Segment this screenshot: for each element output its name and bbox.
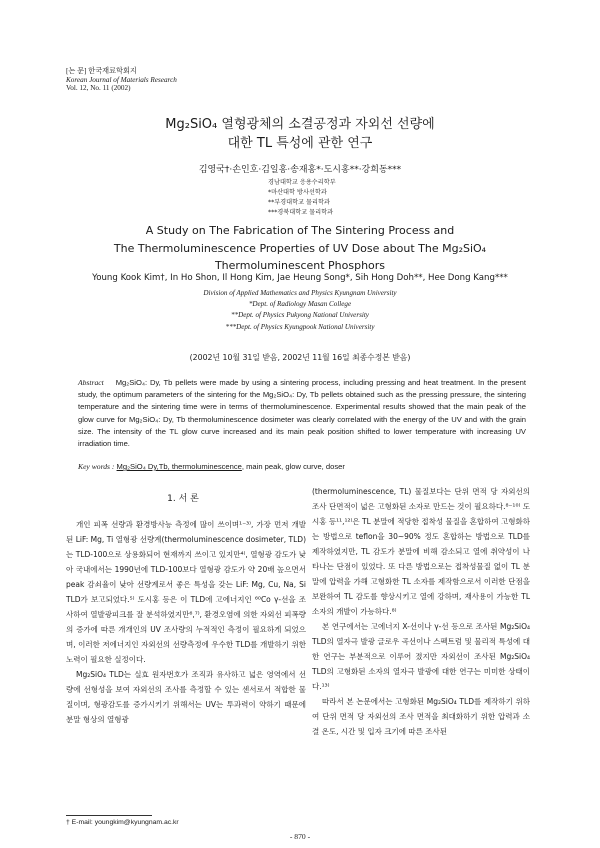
paragraph: Mg₂SiO₄ TLD는 실효 원자번호가 조직과 유사하고 넓은 영역에서 선량에 선형성을 보여 자외선의 조사를 측정할 수 있는 센서로서 적합한 물질이며, 형광감도를 증가시키기 위해서는 UV는 투과력이 약하기 때문에 분말 형상의 열형광 xyxy=(66,670,306,724)
english-affiliation: Division of Applied Mathematics and Physics Kyungnam University xyxy=(203,289,397,297)
korean-affiliation: **부경대학교 물리학과 xyxy=(268,199,330,206)
received-dates: (2002년 10월 31일 받음, 2002년 11월 16일 최종수정본 받음) xyxy=(189,353,411,362)
english-title-line2: The Thermoluminescence Properties of UV Dose about The Mg₂SiO₄ xyxy=(113,241,487,255)
korean-affiliations xyxy=(268,178,336,218)
english-title xyxy=(0,222,600,275)
journal-header xyxy=(66,67,177,93)
paragraph: 본 연구에서는 고에너지 X-선이나 γ-선 등으로 조사된 Mg₂SiO₄ TLD의 열자극 발광 글로우 곡선이나 스펙트럼 및 물리적 특성에 대한 연구는 부분적으로 이루어 졌지만 자외선이 조사된 Mg₂SiO₄ TLD의 고형화된 소자의 열자극 발광에 대한 연구는 미미한 상태이다.¹³⁾ xyxy=(312,622,530,691)
footnote-divider xyxy=(66,815,152,816)
footnote-email: † E-mail: youngkim@kyungnam.ac.kr xyxy=(66,819,179,826)
keywords-label: Key words : xyxy=(78,462,115,471)
left-column xyxy=(66,517,306,727)
english-affiliation: *Dept. of Radiology Masan College xyxy=(248,300,352,309)
korean-affiliation: ***경북대학교 물리학과 xyxy=(268,209,334,216)
journal-name: Korean Journal of Materials Research xyxy=(66,75,177,84)
keywords-rest: , main peak, glow curve, doser xyxy=(241,462,345,471)
paragraph: (thermoluminescence, TL) 물질보다는 단위 면적 당 자외선의 조사 단면적이 넓은 고형화된 소자로 만드는 것이 필요하다.⁸⁻¹⁰⁾ 도시홍 등¹¹,¹²⁾은 TL 분말에 적당한 접착성 물질을 혼합하여 고형화하는 방법으로 teflon을 30~90% 정도 혼합하는 방법으로 TLD를 제작하였지만, TL 감도가 분말에 비해 감소되고 열에 취약성이 나타나는 단점이 있었다. 또 다른 방법으로는 접착성물질 없이 TL 분말에 압력을 가해 고형화한 TL 소자를 제작함으로서 이러한 단점을 보완하여 TL 감도를 향상시키고 열에 강하며, 재사용이 가능한 TL 소자의 개발이 가능하다.⁸⁾ xyxy=(312,487,530,616)
english-affiliation: **Dept. of Physics Pukyong National University xyxy=(231,311,369,320)
abstract-text: Mg₂SiO₄: Dy, Tb pellets were made by using a sintering process, including pressing and heat treatment. In the present study, the optimum parameters of the sintering for the Mg₂SiO₄: Dy, Tb pellets obtained such as the pressing pressure, the sintering temperature and the sintering time were in terms of thermoluminescence. Experimental results showed that the main peak of the glow curve for Mg₂SiO₄: Dy, Tb thermoluminescence dosimeter was clearly correlated with the energy of the UV and with the grain size. The intensity of the TL glow curve increased and its main peak position shifted to lower temperature with increasing UV irradiation time. xyxy=(78,378,526,449)
section-title: 1. 서 론 xyxy=(167,494,199,504)
korean-affiliation: *마산대학 방사선학과 xyxy=(268,189,327,196)
abstract-label: Abstract xyxy=(78,378,104,387)
keywords xyxy=(78,462,526,471)
korean-title-line1: Mg₂SiO₄ 열형광체의 소결공정과 자외선 선량에 xyxy=(165,117,435,132)
english-authors: Young Kook Kim†, In Ho Shon, Il Hong Kim, Jae Heung Song*, Sih Hong Doh**, Hee Dong Kang*** xyxy=(92,273,508,283)
journal-volume: Vol. 12, No. 11 (2002) xyxy=(66,84,131,93)
english-affiliation: ***Dept. of Physics Kyungpook National University xyxy=(225,322,375,331)
paragraph: 따라서 본 논문에서는 고형화된 Mg₂SiO₄ TLD를 제작하기 위하여 단위 면적 당 자외선의 조사 면적을 최대화하기 위한 압력과 소결 온도, 시간 및 입자 크기에 따른 조사된 xyxy=(312,697,530,736)
korean-title xyxy=(0,115,600,153)
paragraph: 개인 피폭 선량과 환경방사능 측정에 많이 쓰이며¹⁻³⁾, 가장 먼저 개발된 LiF: Mg, Ti 열형광 선량계(thermoluminescence dosimeter, TLD)는 TLD-100으로 상용화되어 현재까지 쓰이고 있지만⁴⁾, 열형광 감도가 낮아 국내에서는 1990년에 TLD-100보다 열형광 감도가 약 20배 높으면서 peak 감쇠율이 낮아 선량계로서 좋은 특성을 갖는 LiF: Mg, Cu, Na, Si TLD가 보고되었다.⁵⁾ 도시홍 등은 이 TLD에 고에너지인 ⁶⁰Co γ-선을 조사하여 열발광피크를 잘 분석하였지만⁶,⁷⁾, 환경오염에 의한 자외선 피폭량의 증가에 따른 개개인의 UV 조사량의 누적적인 측정이 필요하게 되었으며, 이러한 저에너지인 자외선의 선량측정에 우수한 TLD를 개발하기 위한 노력이 필요한 실정이다. xyxy=(66,520,306,664)
journal-category: [논 문] 한국재료학회지 xyxy=(66,67,137,75)
abstract xyxy=(78,377,526,450)
english-affiliations xyxy=(0,288,600,333)
right-column xyxy=(312,484,530,739)
english-title-line1: A Study on The Fabrication of The Sintering Process and xyxy=(145,224,455,237)
korean-affiliation: 경남대학교 응용수리학부 xyxy=(268,179,336,186)
english-title-line3: Thermoluminescent Phosphors xyxy=(214,259,386,272)
korean-authors: 김영국†·손인호·김일홍·송재홍*·도시홍**·강희동*** xyxy=(198,165,402,175)
keywords-underlined: Mg₂SiO₄ Dy,Tb, thermoluminescence xyxy=(116,462,242,471)
page-number: - 870 - xyxy=(289,832,311,841)
korean-title-line2: 대한 TL 특성에 관한 연구 xyxy=(227,136,373,151)
